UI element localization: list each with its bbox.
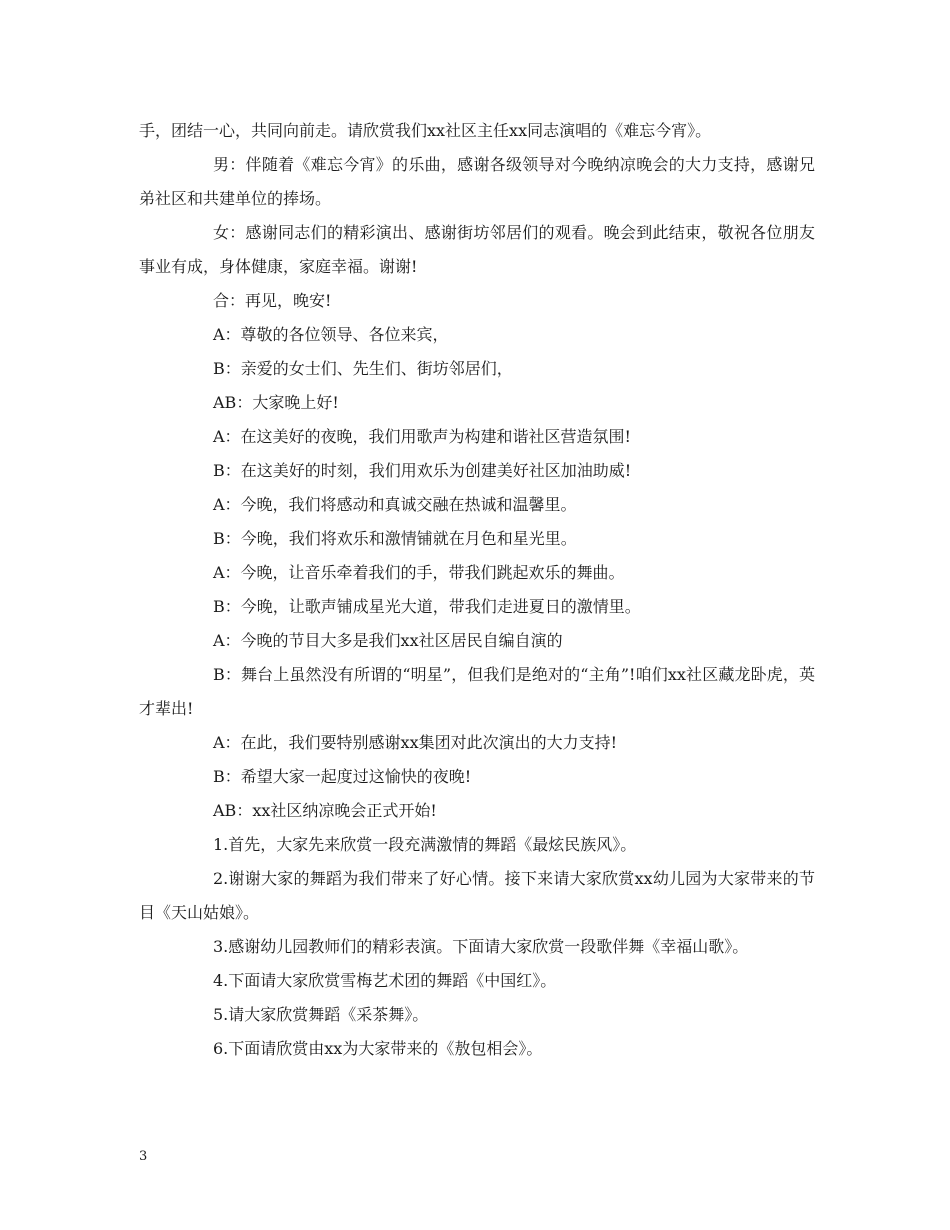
- paragraph-8: A：在这美好的夜晚，我们用歌声为构建和谐社区营造氛围!: [213, 427, 631, 446]
- paragraph-22: 4.下面请大家欣赏雪梅艺术团的舞蹈《中国红》。: [213, 971, 557, 990]
- paragraph-9: B：在这美好的时刻，我们用欢乐为创建美好社区加油助威!: [213, 461, 632, 480]
- paragraph-20: 2.谢谢大家的舞蹈为我们带来了好心情。接下来请大家欣赏xx幼儿园为大家带来的节目《天山姑娘》。: [139, 869, 815, 922]
- page-number: 3: [139, 1149, 148, 1164]
- paragraph-7: AB：大家晚上好!: [213, 393, 339, 412]
- paragraph-6: B：亲爱的女士们、先生们、街坊邻居们，: [213, 359, 513, 378]
- paragraph-18: AB：xx社区纳凉晚会正式开始!: [213, 801, 437, 820]
- paragraph-4: 合：再见，晚安!: [213, 291, 332, 310]
- paragraph-24: 6.下面请欣赏由xx为大家带来的《敖包相会》。: [213, 1039, 543, 1058]
- paragraph-11: B：今晚，我们将欢乐和激情铺就在月色和星光里。: [213, 529, 577, 548]
- paragraph-16: A：在此，我们要特别感谢xx集团对此次演出的大力支持!: [213, 733, 618, 752]
- paragraph-2: 男：伴随着《难忘今宵》的乐曲，感谢各级领导对今晚纳凉晚会的大力支持，感谢兄弟社区和共建单位的捧场。: [139, 155, 815, 208]
- paragraph-13: B：今晚，让歌声铺成星光大道，带我们走进夏日的激情里。: [213, 597, 641, 616]
- paragraph-5: A：尊敬的各位领导、各位来宾，: [213, 325, 449, 344]
- paragraph-15: B：舞台上虽然没有所谓的“明星”，但我们是绝对的“主角”!咱们xx社区藏龙卧虎，英才辈出!: [139, 665, 815, 718]
- paragraph-3: 女：感谢同志们的精彩演出、感谢街坊邻居们的观看。晚会到此结束，敬祝各位朋友事业有成，身体健康，家庭幸福。谢谢!: [139, 223, 815, 276]
- paragraph-21: 3.感谢幼儿园教师们的精彩表演。下面请大家欣赏一段歌伴舞《幸福山歌》。: [213, 937, 749, 956]
- paragraph-17: B：希望大家一起度过这愉快的夜晚!: [213, 767, 472, 786]
- paragraph-12: A：今晚，让音乐牵着我们的手，带我们跳起欢乐的舞曲。: [213, 563, 625, 582]
- document-body: [139, 114, 815, 1066]
- paragraph-1: 手，团结一心，共同向前走。请欣赏我们xx社区主任xx同志演唱的《难忘今宵》。: [139, 121, 712, 140]
- paragraph-14: A：今晚的节目大多是我们xx社区居民自编自演的: [213, 631, 563, 650]
- paragraph-19: 1.首先，大家先来欣赏一段充满激情的舞蹈《最炫民族风》。: [213, 835, 637, 854]
- paragraph-23: 5.请大家欣赏舞蹈《采茶舞》。: [213, 1005, 429, 1024]
- paragraph-10: A：今晚，我们将感动和真诚交融在热诚和温馨里。: [213, 495, 577, 514]
